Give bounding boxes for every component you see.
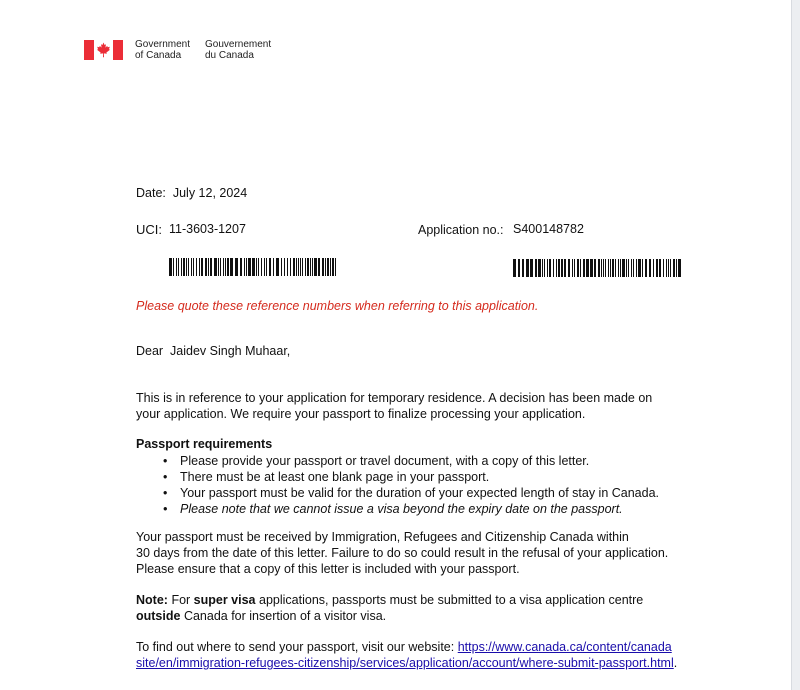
uci-value: 11-3603-1207 (169, 222, 246, 236)
uci-label: UCI: (136, 222, 162, 237)
list-item: • Your passport must be valid for the duration of your expected length of stay in Canada. (163, 485, 659, 501)
application-barcode (513, 259, 681, 277)
government-signature-en: Government of Canada (135, 39, 191, 61)
list-item: • Please note that we cannot issue a visa beyond the expiry date on the passport. (163, 501, 659, 517)
note-label: Note: (136, 593, 168, 607)
reference-notice: Please quote these reference numbers when referring to this application. (136, 299, 539, 313)
canada-flag-icon (84, 40, 123, 60)
deadline-paragraph: Your passport must be received by Immigration, Refugees and Citizenship Canada within 30 days from the date of this letter. Failure to do so could result in the refusal of your application. Please ensure that a copy of this letter is included with your passport. (136, 530, 669, 576)
salutation (136, 343, 290, 359)
requirements-list (163, 453, 659, 517)
letter-date (136, 185, 247, 201)
uci-barcode (169, 258, 336, 276)
application-number-label: Application no.: (418, 223, 504, 237)
where-submit-passport-link[interactable]: https://www.canada.ca/content/canada (457, 640, 672, 654)
list-item: • Please provide your passport or travel document, with a copy of this letter. (163, 453, 659, 469)
government-signature-fr: Gouvernement du Canada (205, 39, 272, 61)
super-visa-note: Note: For super visa applications, passports must be submitted to a visa application centre outside Canada for insertion of a visitor visa. (136, 593, 644, 623)
website-paragraph: To find out where to send your passport, visit our website: https://www.canada.ca/content/canada site/en/immigration-refugees-citizenship/services/application/account/where-submit-passport.html. (136, 640, 678, 670)
where-submit-passport-link-continued[interactable]: site/en/immigration-refugees-citizenship/services/application/account/where-submit-passport.html (136, 656, 674, 670)
application-number-value: S400148782 (513, 222, 584, 236)
list-item: • There must be at least one blank page in your passport. (163, 469, 659, 485)
window-edge (791, 0, 800, 690)
intro-paragraph: This is in reference to your application for temporary residence. A decision has been made on your application. We require your passport to finalize processing your application. (136, 391, 653, 421)
date-value: July 12, 2024 (172, 186, 248, 200)
salutation-dear: Dear (136, 344, 164, 358)
recipient-name: Jaidev Singh Muhaar, (170, 344, 291, 358)
requirements-heading: Passport requirements (136, 437, 273, 451)
date-label: Date: (136, 186, 166, 200)
